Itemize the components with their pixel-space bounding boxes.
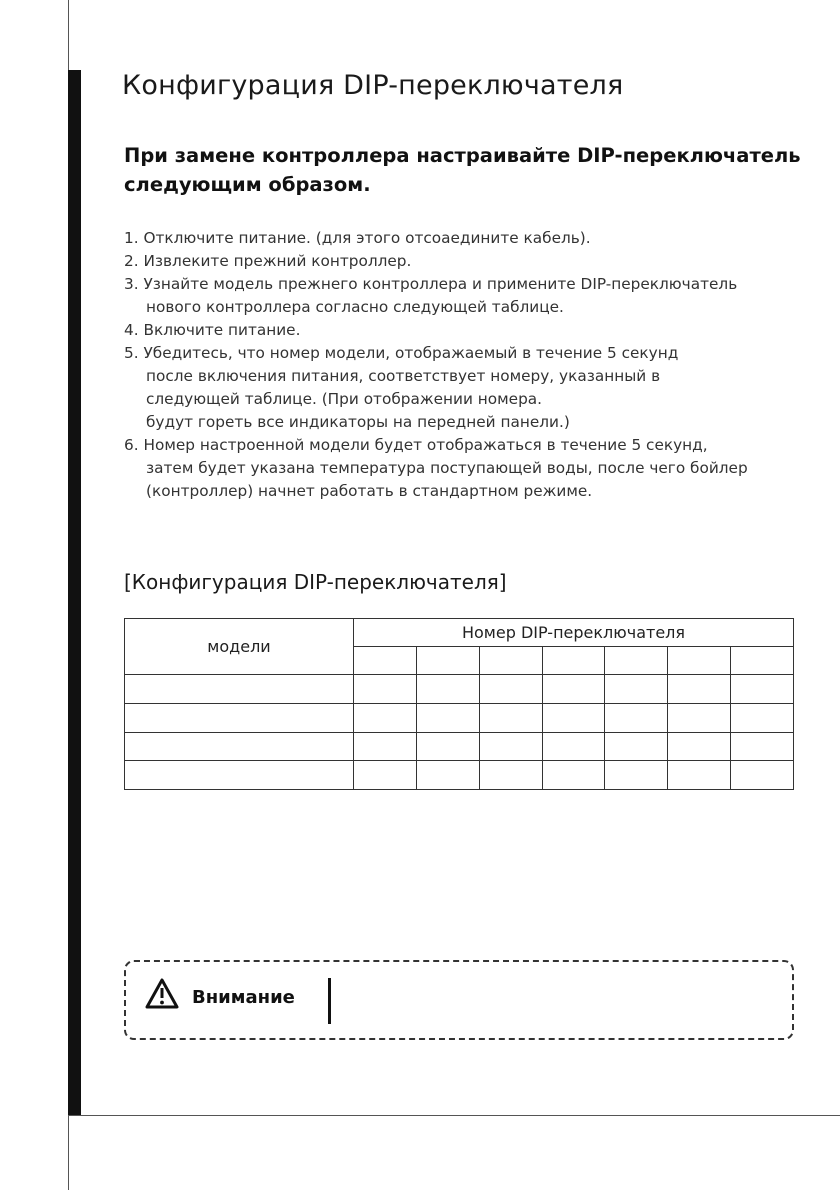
dip-cell: [354, 761, 417, 790]
table-caption: [Конфигурация DIP-переключателя]: [124, 570, 507, 594]
instruction-line: 5. Убедитесь, что номер модели, отображаемый в течение 5 секунд: [124, 344, 679, 362]
dip-cell: [416, 675, 479, 704]
caution-box: [124, 960, 794, 1040]
dip-cell: [605, 733, 668, 761]
instruction-step: [124, 319, 804, 342]
chapter-tab-bar: [68, 70, 81, 1116]
dip-cell: [542, 675, 605, 704]
dip-cell: [605, 675, 668, 704]
subtitle-line-2: следующим образом.: [124, 173, 371, 196]
table-row: [125, 704, 794, 733]
dip-cell: [479, 675, 542, 704]
dip-cell: [416, 647, 479, 675]
dip-cell: [479, 761, 542, 790]
dip-cell: [605, 761, 668, 790]
dip-cell: [668, 675, 731, 704]
caution-divider: [328, 978, 331, 1024]
dip-cell: [354, 733, 417, 761]
instruction-step: [124, 273, 804, 319]
instruction-line: 4. Включите питание.: [124, 321, 301, 339]
instruction-line: 3. Узнайте модель прежнего контроллера и примените DIP-переключатель: [124, 275, 738, 293]
dip-cell: [542, 704, 605, 733]
instruction-line: 1. Отключите питание. (для этого отсоаедините кабель).: [124, 229, 591, 247]
instruction-steps: [124, 227, 804, 503]
dip-cell: [354, 647, 417, 675]
warning-triangle-icon: [144, 977, 180, 1011]
table-row: [125, 733, 794, 761]
instruction-line: затем будет указана температура поступающей воды, после чего бойлер: [146, 459, 748, 477]
dip-cell: [731, 733, 794, 761]
dip-switch-table: [124, 618, 794, 790]
instruction-line: следующей таблице. (При отображении номера.: [146, 390, 543, 408]
dip-cell: [542, 733, 605, 761]
dip-cell: [479, 704, 542, 733]
dip-cell: [668, 761, 731, 790]
dip-cell: [668, 704, 731, 733]
model-cell: [125, 675, 354, 704]
instruction-line: будут гореть все индикаторы на передней панели.): [146, 413, 570, 431]
subtitle-line-1: При замене контроллера настраивайте DIP-переключатель: [124, 144, 801, 167]
dip-cell: [354, 675, 417, 704]
instruction-step: [124, 434, 804, 503]
table-row: [125, 761, 794, 790]
dip-cell: [668, 733, 731, 761]
dip-cell: [354, 704, 417, 733]
dip-cell: [605, 647, 668, 675]
instruction-step: [124, 227, 804, 250]
dip-cell: [731, 675, 794, 704]
dip-cell: [731, 647, 794, 675]
instruction-line: (контроллер) начнет работать в стандартном режиме.: [146, 482, 593, 500]
dip-cell: [416, 733, 479, 761]
dip-number-header: Номер DIP-переключателя: [354, 619, 794, 647]
instruction-step: [124, 250, 804, 273]
dip-cell: [416, 704, 479, 733]
dip-cell: [731, 761, 794, 790]
dip-cell: [731, 704, 794, 733]
dip-cell: [479, 733, 542, 761]
page-title: Конфигурация DIP-переключателя: [122, 70, 624, 101]
instruction-line: нового контроллера согласно следующей таблице.: [146, 298, 564, 316]
dip-cell: [479, 647, 542, 675]
dip-cell: [542, 761, 605, 790]
dip-cell: [668, 647, 731, 675]
caution-label: Внимание: [192, 987, 295, 1008]
dip-cell: [605, 704, 668, 733]
instruction-line: 6. Номер настроенной модели будет отображаться в течение 5 секунд,: [124, 436, 708, 454]
instruction-step: [124, 342, 804, 434]
table-row: [125, 675, 794, 704]
model-cell: [125, 733, 354, 761]
model-cell: [125, 761, 354, 790]
model-cell: [125, 704, 354, 733]
page-subtitle: [124, 141, 804, 199]
page-bottom-rule: [68, 1115, 840, 1116]
dip-cell: [542, 647, 605, 675]
model-column-header: модели: [125, 619, 354, 675]
instruction-line: после включения питания, соответствует номеру, указанный в: [146, 367, 661, 385]
dip-cell: [416, 761, 479, 790]
instruction-line: 2. Извлеките прежний контроллер.: [124, 252, 412, 270]
